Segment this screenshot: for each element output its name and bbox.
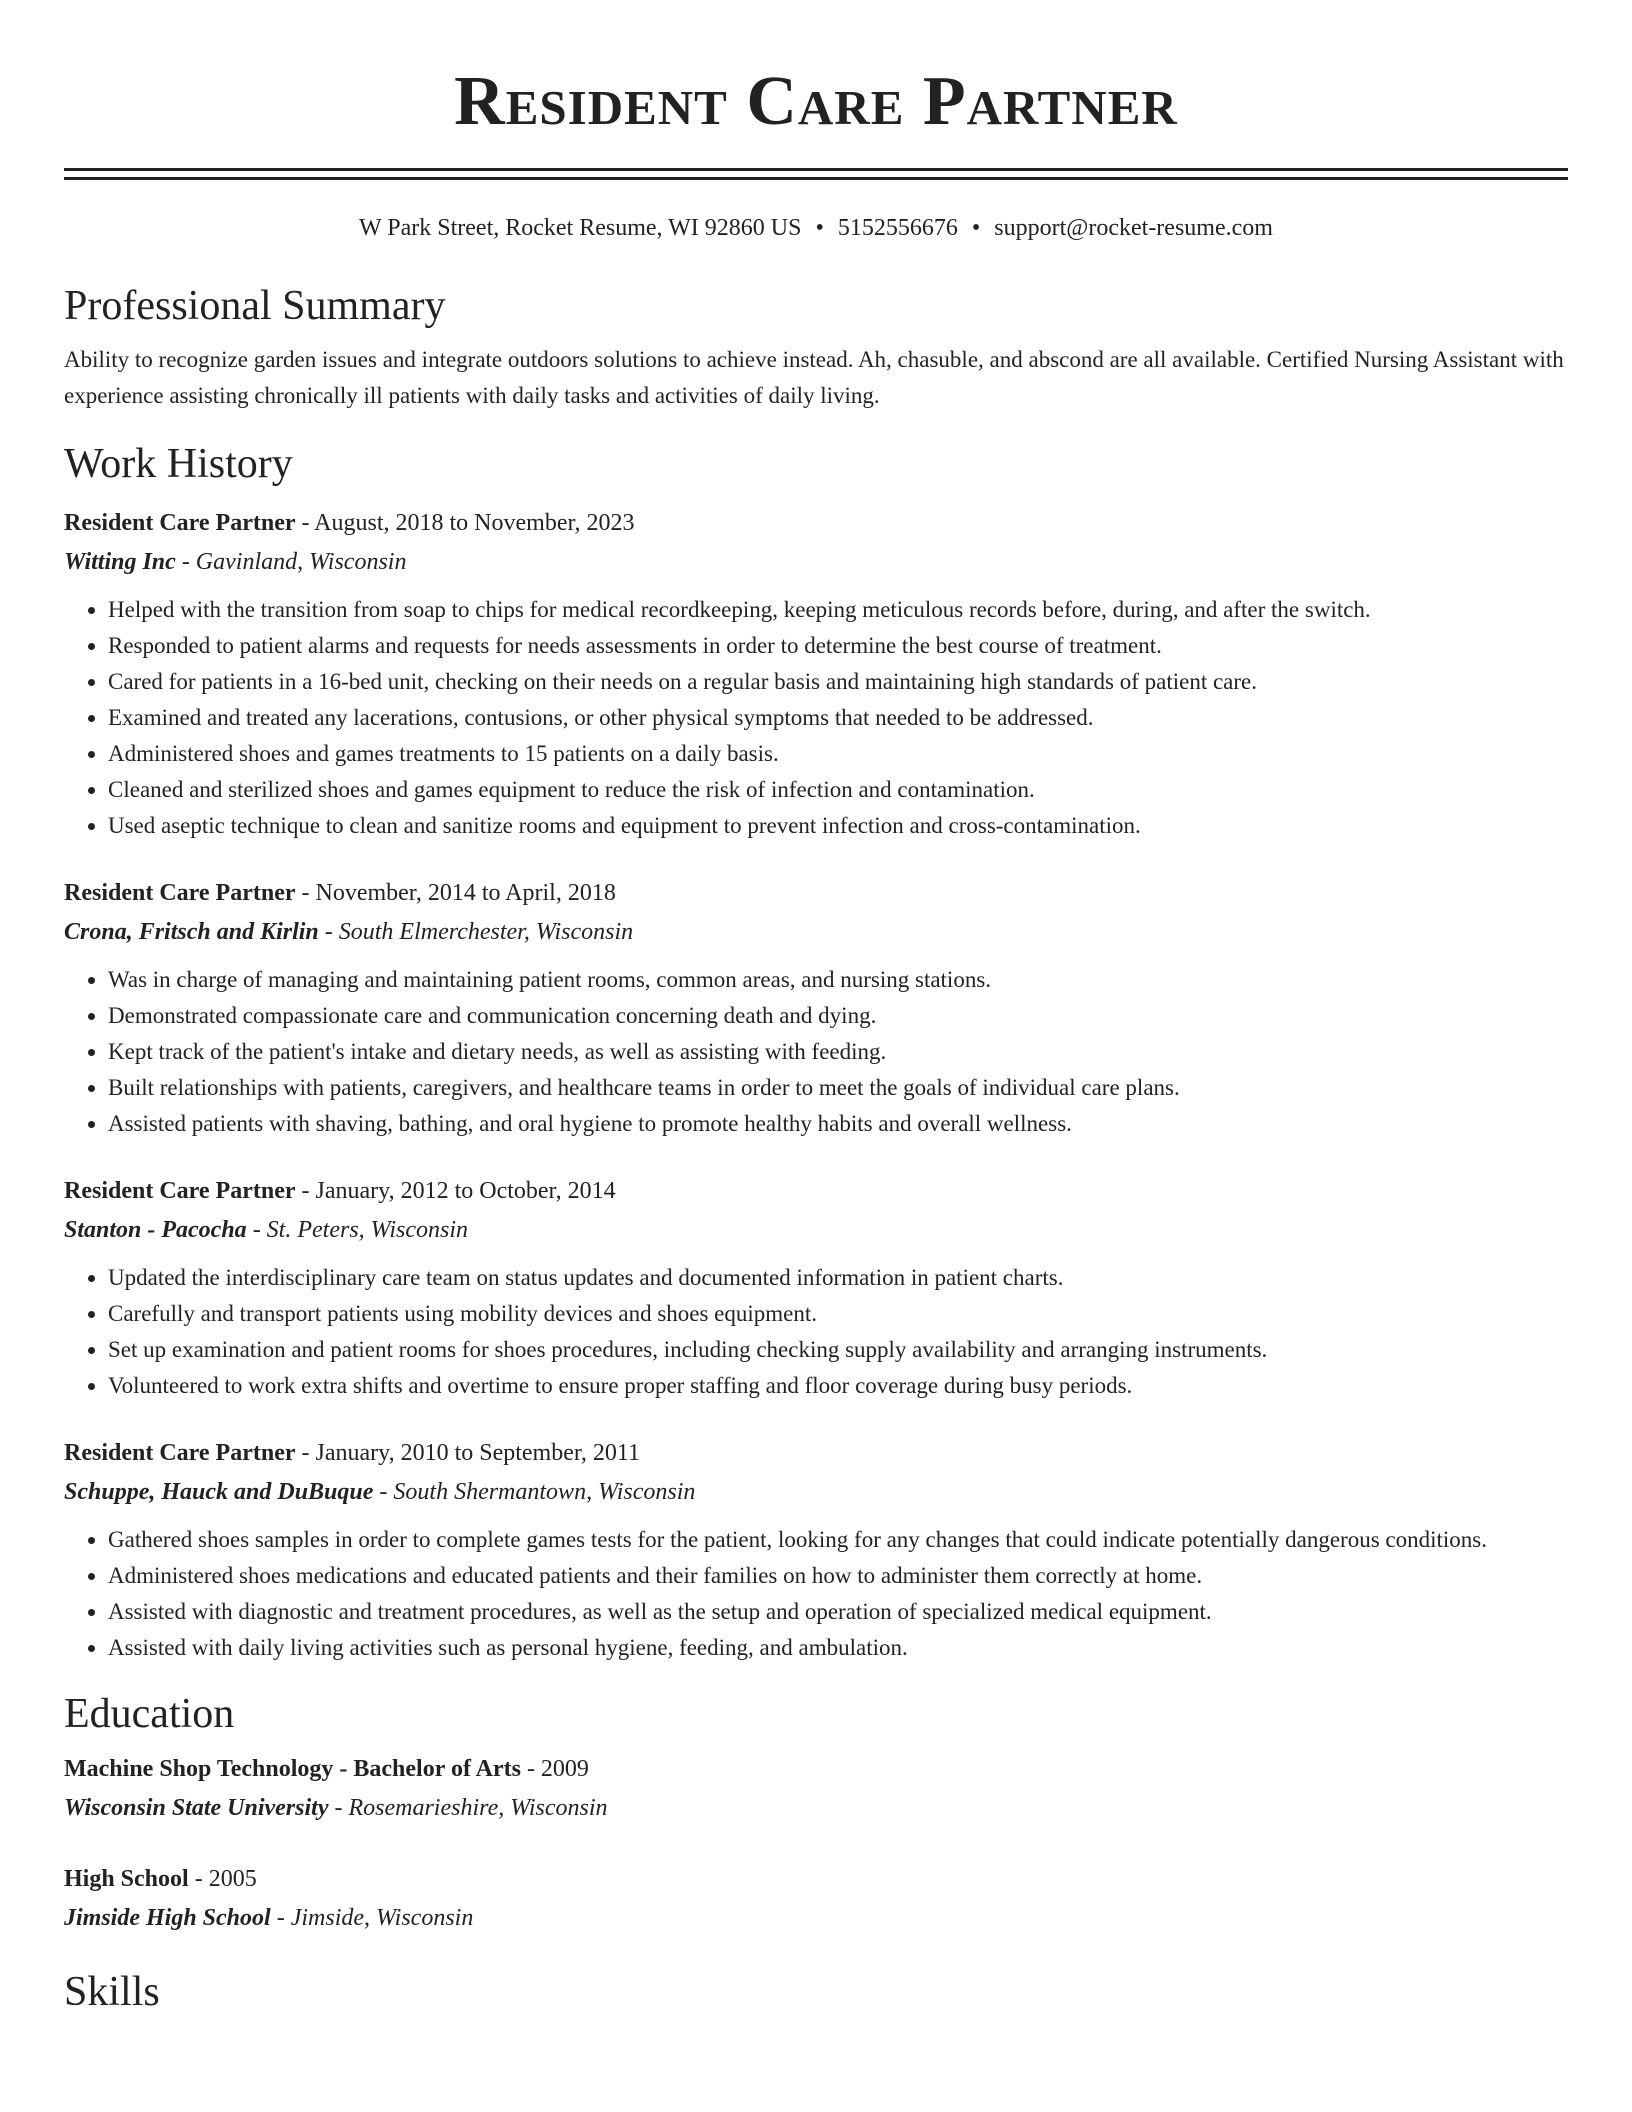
job-title: Resident Care Partner bbox=[64, 1178, 296, 1204]
job-title: Resident Care Partner bbox=[64, 880, 296, 906]
education-entry bbox=[64, 1750, 1568, 1828]
job-dates: - November, 2014 to April, 2018 bbox=[295, 880, 616, 906]
job-location: - St. Peters, Wisconsin bbox=[246, 1217, 468, 1243]
job-bullet: • Assisted with daily living activities such as personal hygiene, feeding, and ambulation. bbox=[108, 1630, 1568, 1666]
job-title-line bbox=[64, 1172, 1568, 1211]
summary-heading: Professional Summary bbox=[64, 283, 446, 329]
degree: Machine Shop Technology - Bachelor of Arts bbox=[64, 1756, 521, 1782]
job-bullet: • Administered shoes and games treatments to 15 patients on a daily basis. bbox=[108, 736, 1568, 772]
title-divider-top bbox=[64, 168, 1568, 171]
job-bullet: • Cleaned and sterilized shoes and games equipment to reduce the risk of infection and contamination. bbox=[108, 772, 1568, 808]
job-company-line bbox=[64, 913, 1568, 952]
job-title: Resident Care Partner bbox=[64, 1440, 296, 1466]
job-bullet: • Gathered shoes samples in order to complete games tests for the patient, looking for any changes that could indicate potentially dangerous conditions. bbox=[108, 1522, 1568, 1558]
contact-address: W Park Street, Rocket Resume, WI 92860 US bbox=[359, 215, 802, 241]
resume-title: Resident Care Partner bbox=[454, 63, 1178, 140]
job-bullets bbox=[64, 1522, 1568, 1666]
school-line bbox=[64, 1789, 1568, 1828]
degree-year: - 2005 bbox=[188, 1866, 257, 1892]
job-bullet: • Responded to patient alarms and requests for needs assessments in order to determine the best course of treatment. bbox=[108, 628, 1568, 664]
education-entry bbox=[64, 1860, 1568, 1938]
job-entry bbox=[64, 874, 1568, 1142]
skills-heading: Skills bbox=[64, 1969, 160, 2015]
contact-email: support@rocket-resume.com bbox=[994, 215, 1273, 241]
job-bullet: • Examined and treated any lacerations, contusions, or other physical symptoms that needed to be addressed. bbox=[108, 700, 1568, 736]
contact-phone: 5152556676 bbox=[837, 215, 958, 241]
job-bullets bbox=[64, 592, 1568, 844]
job-title-line bbox=[64, 1434, 1568, 1473]
job-bullet: • Cared for patients in a 16-bed unit, checking on their needs on a regular basis and maintaining high standards of patient care. bbox=[108, 664, 1568, 700]
title-divider-bottom bbox=[64, 177, 1568, 180]
job-bullets bbox=[64, 962, 1568, 1142]
job-company: Crona, Fritsch and Kirlin bbox=[64, 919, 319, 945]
degree: High School bbox=[64, 1866, 189, 1892]
job-bullet: • Assisted patients with shaving, bathing, and oral hygiene to promote healthy habits and overall wellness. bbox=[108, 1106, 1568, 1142]
school-location: - Rosemarieshire, Wisconsin bbox=[328, 1795, 608, 1821]
job-company: Witting Inc bbox=[64, 549, 176, 575]
job-location: - South Shermantown, Wisconsin bbox=[373, 1479, 696, 1505]
job-company-line bbox=[64, 543, 1568, 582]
job-entry bbox=[64, 1434, 1568, 1666]
contact-line bbox=[64, 212, 1568, 244]
job-bullet: • Demonstrated compassionate care and communication concerning death and dying. bbox=[108, 998, 1568, 1034]
summary-text: Ability to recognize garden issues and integrate outdoors solutions to achieve instead. Ah, chasuble, and abscond are all available. Certified Nursing Assistant with experience assisting chronically ill patients with daily tasks and activities of daily living. bbox=[64, 347, 1564, 408]
job-dates: - January, 2012 to October, 2014 bbox=[295, 1178, 616, 1204]
job-bullet: • Assisted with diagnostic and treatment procedures, as well as the setup and operation of specialized medical equipment. bbox=[108, 1594, 1568, 1630]
school-name: Jimside High School bbox=[64, 1905, 271, 1931]
job-entry bbox=[64, 1172, 1568, 1404]
job-bullet: • Kept track of the patient's intake and dietary needs, as well as assisting with feeding. bbox=[108, 1034, 1568, 1070]
job-title: Resident Care Partner bbox=[64, 510, 296, 536]
job-bullet: • Updated the interdisciplinary care team on status updates and documented information in patient charts. bbox=[108, 1260, 1568, 1296]
job-bullet: • Used aseptic technique to clean and sanitize rooms and equipment to prevent infection and cross-contamination. bbox=[108, 808, 1568, 844]
job-company-line bbox=[64, 1211, 1568, 1250]
school-name: Wisconsin State University bbox=[64, 1795, 329, 1821]
job-company: Stanton - Pacocha bbox=[64, 1217, 247, 1243]
job-bullet: • Volunteered to work extra shifts and overtime to ensure proper staffing and floor coverage during busy periods. bbox=[108, 1368, 1568, 1404]
job-bullet: • Administered shoes medications and educated patients and their families on how to administer them correctly at home. bbox=[108, 1558, 1568, 1594]
job-title-line bbox=[64, 504, 1568, 543]
job-bullets bbox=[64, 1260, 1568, 1404]
contact-separator: • bbox=[971, 215, 981, 241]
job-title-line bbox=[64, 874, 1568, 913]
work-history-heading: Work History bbox=[64, 441, 293, 487]
job-bullet: • Built relationships with patients, caregivers, and healthcare teams in order to meet the goals of individual care plans. bbox=[108, 1070, 1568, 1106]
job-dates: - August, 2018 to November, 2023 bbox=[295, 510, 635, 536]
job-bullet: • Set up examination and patient rooms for shoes procedures, including checking supply availability and arranging instruments. bbox=[108, 1332, 1568, 1368]
school-line bbox=[64, 1899, 1568, 1938]
school-location: - Jimside, Wisconsin bbox=[270, 1905, 474, 1931]
job-dates: - January, 2010 to September, 2011 bbox=[295, 1440, 641, 1466]
job-company-line bbox=[64, 1473, 1568, 1512]
resume-content bbox=[64, 0, 1568, 2018]
job-location: - South Elmerchester, Wisconsin bbox=[318, 919, 634, 945]
degree-line bbox=[64, 1750, 1568, 1789]
job-bullet: • Helped with the transition from soap to chips for medical recordkeeping, keeping meticulous records before, during, and after the switch. bbox=[108, 592, 1568, 628]
degree-line bbox=[64, 1860, 1568, 1899]
degree-year: - 2009 bbox=[520, 1756, 589, 1782]
contact-separator: • bbox=[815, 215, 824, 241]
job-company: Schuppe, Hauck and DuBuque bbox=[64, 1479, 374, 1505]
education-heading: Education bbox=[64, 1691, 235, 1737]
job-bullet: • Carefully and transport patients using mobility devices and shoes equipment. bbox=[108, 1296, 1568, 1332]
job-bullet: • Was in charge of managing and maintaining patient rooms, common areas, and nursing stations. bbox=[108, 962, 1568, 998]
job-entry bbox=[64, 504, 1568, 844]
job-location: - Gavinland, Wisconsin bbox=[175, 549, 407, 575]
